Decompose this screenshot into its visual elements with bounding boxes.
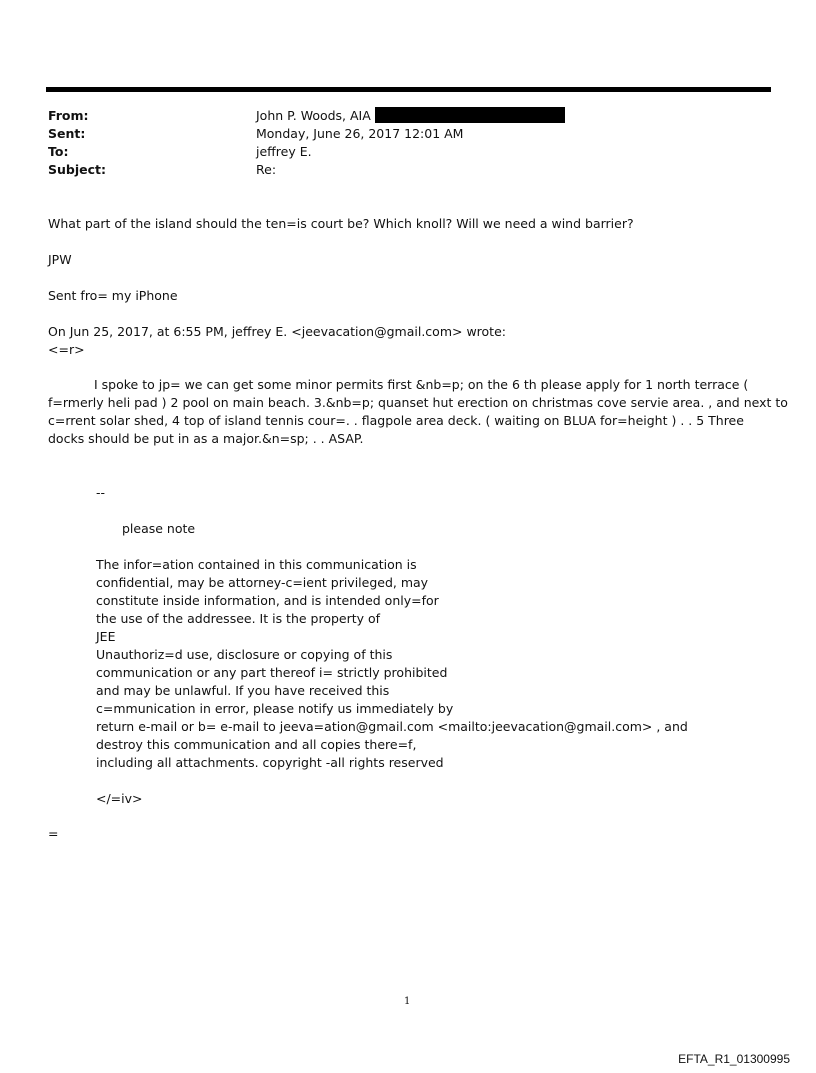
disclaimer-line: and may be unlawful. If you have received this (96, 683, 390, 698)
disclaimer-line: c=mmunication in error, please notify us immediately by (96, 701, 454, 716)
disclaimer-line: destroy this communication and all copies there=f, (96, 737, 417, 752)
from-value (256, 107, 565, 125)
subject-value: Re: (256, 162, 277, 177)
body-signoff: JPW (48, 252, 72, 267)
sent-value: Monday, June 26, 2017 12:01 AM (256, 126, 464, 141)
disclaimer-line: constitute inside information, and is intended only=for (96, 593, 439, 608)
signature-dashes: -- (96, 485, 106, 500)
disclaimer-line: Unauthoriz=d use, disclosure or copying of this (96, 647, 393, 662)
message-line: c=rrent solar shed, 4 top of island tennis cour=. . flagpole area deck. ( waiting on BLUA for=height ) . . 5 Three (48, 413, 744, 428)
disclaimer-line: the use of the addressee. It is the property of (96, 611, 381, 626)
to-value: jeffrey E. (256, 144, 312, 159)
subject-label: Subject: (48, 162, 106, 177)
disclaimer-line: including all attachments. copyright -all rights reserved (96, 755, 444, 770)
disclaimer-line: return e-mail or b= e-mail to jeeva=ation@gmail.com <mailto:jeevacation@gmail.com> , and (96, 719, 688, 734)
please-note: please note (122, 521, 196, 536)
message-line: f=rmerly heli pad ) 2 pool on main beach. 3.&nb=p; quanset hut erection on christmas cove servie area. , and next to (48, 395, 788, 410)
quote-intro: On Jun 25, 2017, at 6:55 PM, jeffrey E. <jeevacation@gmail.com> wrote: (48, 324, 506, 339)
sent-label: Sent: (48, 126, 86, 141)
quote-tag: <=r> (48, 342, 85, 357)
to-label: To: (48, 144, 69, 159)
message-line: docks should be put in as a major.&n=sp; . . ASAP. (48, 431, 364, 446)
disclaimer-line: confidential, may be attorney-c=ient privileged, may (96, 575, 429, 590)
document-id: EFTA_R1_01300995 (678, 1052, 790, 1066)
trailing-equals: = (48, 826, 59, 841)
body-question: What part of the island should the ten=is court be? Which knoll? Will we need a wind barrier? (48, 216, 634, 231)
disclaimer-line: The infor=ation contained in this communication is (96, 557, 417, 572)
body-sent-from: Sent fro= my iPhone (48, 288, 178, 303)
page-number: 1 (404, 996, 411, 1007)
close-tag: </=iv> (96, 791, 143, 806)
disclaimer-line: JEE (96, 629, 116, 644)
from-name: John P. Woods, AIA (256, 108, 371, 123)
from-label: From: (48, 108, 89, 123)
redaction-box (375, 107, 565, 123)
quoted-message (48, 376, 788, 448)
disclaimer-block (96, 556, 688, 772)
message-line: I spoke to jp= we can get some minor permits first &nb=p; on the 6 th please apply for 1 north terrace ( (94, 377, 749, 392)
disclaimer-line: communication or any part thereof i= strictly prohibited (96, 665, 448, 680)
header-rule (46, 87, 771, 92)
